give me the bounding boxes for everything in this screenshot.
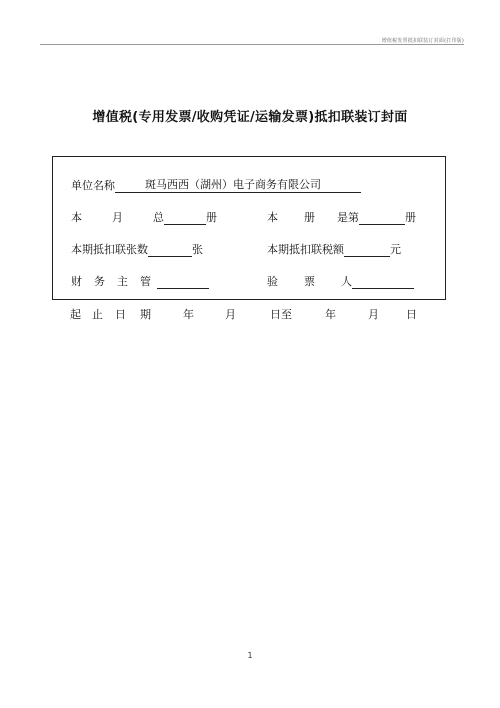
- inspector-input[interactable]: [352, 276, 414, 289]
- invoice-count-unit: 张: [192, 243, 203, 256]
- volume-number-unit: 册: [405, 211, 416, 224]
- inspector-char-3: 人: [341, 275, 352, 288]
- tax-amount-unit: 元: [390, 243, 401, 256]
- date-label-char-1: 起: [70, 308, 81, 321]
- monthly-total-cell: [71, 209, 267, 225]
- finance-char-4: 管: [140, 275, 151, 288]
- volume-number-cell: [267, 209, 416, 225]
- finance-supervisor-cell: [71, 273, 267, 289]
- date-range-line: [70, 306, 420, 322]
- start-day-to-unit: 日至: [270, 308, 292, 321]
- deduction-row: [71, 239, 427, 257]
- tax-amount-cell: [267, 241, 401, 257]
- header-text: 增值税发票抵扣联装订封面(打印版): [381, 38, 464, 44]
- date-label-char-3: 日: [115, 308, 126, 321]
- page-title: 增值税(专用发票/收购凭证/运输发票)抵扣联装订封面: [92, 110, 408, 125]
- start-month-unit: 月: [225, 308, 236, 321]
- unit-name-field[interactable]: [115, 176, 361, 193]
- date-label-char-4: 期: [140, 308, 151, 321]
- end-month-unit: 月: [368, 308, 379, 321]
- unit-name-value: 斑马西西（湖州）电子商务有限公司: [145, 178, 321, 191]
- end-year-unit: 年: [325, 308, 336, 321]
- inspector-cell: [267, 273, 414, 289]
- finance-char-3: 主: [117, 275, 128, 288]
- date-label-char-2: 止: [92, 308, 103, 321]
- header-rule: [40, 44, 464, 45]
- signature-row: [71, 271, 427, 289]
- inspector-char-2: 票: [304, 275, 315, 288]
- volume-row: [71, 207, 427, 225]
- monthly-total-char-3: 总: [153, 211, 164, 224]
- volume-char-1: 本: [267, 211, 278, 224]
- finance-char-1: 财: [71, 275, 82, 288]
- monthly-total-input[interactable]: [164, 212, 206, 225]
- tax-amount-input[interactable]: [344, 244, 390, 257]
- start-year-unit: 年: [183, 308, 194, 321]
- unit-name-label: 单位名称: [71, 179, 115, 192]
- finance-char-2: 务: [94, 275, 105, 288]
- monthly-total-unit: 册: [206, 211, 217, 224]
- invoice-count-cell: [71, 241, 267, 257]
- tax-amount-label: 本期抵扣联税额: [267, 243, 344, 256]
- end-day-unit: 日: [406, 308, 417, 321]
- monthly-total-char-1: 本: [71, 211, 82, 224]
- monthly-total-char-2: 月: [112, 211, 123, 224]
- invoice-count-label: 本期抵扣联张数: [71, 243, 148, 256]
- unit-name-row: [71, 175, 427, 193]
- volume-number-input[interactable]: [359, 212, 405, 225]
- volume-char-3: 是第: [337, 211, 359, 224]
- cover-form-box: [52, 156, 446, 300]
- inspector-char-1: 验: [267, 275, 278, 288]
- invoice-count-input[interactable]: [148, 244, 192, 257]
- page-number: 1: [247, 651, 253, 660]
- volume-char-2: 册: [304, 211, 315, 224]
- finance-supervisor-input[interactable]: [157, 276, 209, 289]
